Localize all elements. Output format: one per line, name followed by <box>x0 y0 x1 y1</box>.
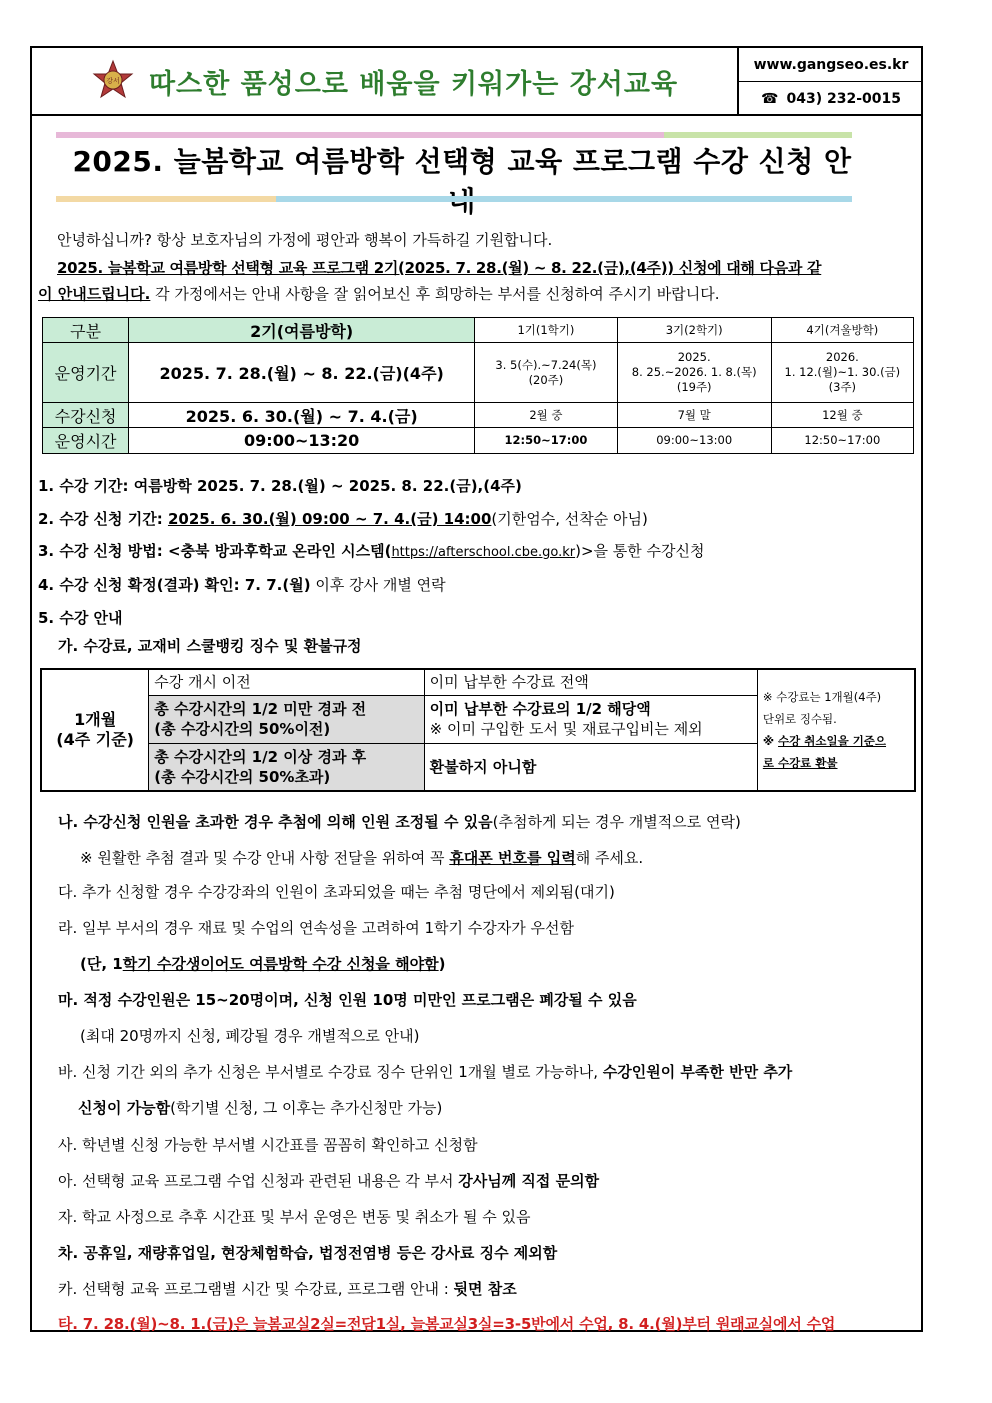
refund-table <box>40 668 916 792</box>
note-ja: 자. 학교 사정으로 추후 시간표 및 부서 운영은 변동 및 취소가 될 수 있음 <box>58 1208 531 1226</box>
col2-header: 이미 납부한 수강료 전액 <box>424 669 757 695</box>
intro-line-3 <box>38 284 720 304</box>
title-bar-top-pink <box>56 132 664 138</box>
schedule-row-registration <box>43 403 914 428</box>
item-5: 5. 수강 안내 <box>38 609 123 627</box>
contact-box <box>737 48 923 114</box>
title-bar-top-green <box>664 132 852 138</box>
phone-line <box>739 82 923 115</box>
term2-period: 2025. 7. 28.(월) ~ 8. 22.(금)(4주) <box>129 343 475 403</box>
term3-period: 2025. 8. 25.~2026. 1. 8.(목) (19주) <box>617 343 771 403</box>
term1-period: 3. 5(수).~7.24(목) (20주) <box>475 343 618 403</box>
note-aa: 아. 선택형 교육 프로그램 수업 신청과 관련된 내용은 각 부서 강사님께 직접 문의함 <box>58 1172 600 1190</box>
header-term3: 3기(2학기) <box>617 318 771 343</box>
note-ba: 바. 신청 기간 외의 추가 신청은 부서별로 수강료 징수 단위인 1개월 별로 가능하나, 수강인원이 부족한 반만 추가 <box>58 1063 793 1081</box>
website-text: www.gangseo.es.kr <box>739 48 923 82</box>
note-ma-sub: (최대 20명까지 신청, 폐강될 경우 개별적으로 안내) <box>80 1027 420 1045</box>
before-half-cell: 총 수강시간의 1/2 미만 경과 전 (총 수강시간의 50%이전) <box>149 695 424 743</box>
school-logo-icon <box>91 59 135 103</box>
document-frame <box>30 46 923 1332</box>
schedule-row-hours <box>43 428 914 454</box>
page-title: 2025. 늘봄학교 여름방학 선택형 교육 프로그램 수강 신청 안 <box>72 145 852 178</box>
note-na-sub: ※ 원활한 추첨 결과 및 수강 안내 사항 전달을 위하여 꼭 휴대폰 번호를 입력해 주세요. <box>80 849 644 867</box>
afterschool-link[interactable]: https://afterschool.cbe.go.kr <box>391 545 576 560</box>
term1-hours: 12:50~17:00 <box>475 428 618 454</box>
header-term1: 1기(1학기) <box>475 318 618 343</box>
no-refund-cell: 환불하지 아니함 <box>424 743 757 791</box>
logo-text: 강서 <box>106 77 120 85</box>
note-ba-2: 신청이 가능함(학기별 신청, 그 이후는 추가신청만 가능) <box>78 1099 443 1117</box>
registration-deadline: 2025. 6. 30.(월) 09:00 ~ 7. 4.(금) 14:00 <box>167 510 492 528</box>
slogan-area <box>32 48 737 114</box>
row-label: 수강신청 <box>43 403 129 428</box>
greeting: 안녕하십니까? 항상 보호자님의 가정에 평안과 행복이 가득하길 기원합니다. <box>57 231 553 249</box>
row-label: 운영기간 <box>43 343 129 403</box>
term1-registration: 2월 중 <box>475 403 618 428</box>
slogan-text: 따스한 품성으로 배움을 키워가는 강서교육 <box>148 68 679 100</box>
phone-number: 043) 232-0015 <box>786 90 901 107</box>
title-bar-bottom-blue <box>276 196 852 202</box>
term2-hours: 09:00~13:20 <box>129 428 475 454</box>
refund-note: ※ 수강료는 1개월(4주) 단위로 징수됨. ※ 수강 취소일을 기준으 로 수강료 환불 <box>757 669 915 791</box>
intro-line-3-bold: 이 안내드립니다. <box>38 285 151 303</box>
term2-registration: 2025. 6. 30.(월) ~ 7. 4.(금) <box>129 403 475 428</box>
schedule-table <box>42 317 914 454</box>
half-refund-cell: 이미 납부한 수강료의 1/2 해당액 ※ 이미 구입한 도서 및 재료구입비는 제외 <box>424 695 757 743</box>
col1-header: 수강 개시 이전 <box>149 669 424 695</box>
refund-header-row <box>41 669 915 695</box>
header-term2: 2기(여름방학) <box>129 318 475 343</box>
letterhead <box>32 48 921 116</box>
note-na: 나. 수강신청 인원을 초과한 경우 추첨에 의해 인원 조정될 수 있음(추첨하게 되는 경우 개별적으로 연락) <box>58 813 741 831</box>
row-label: 운영시간 <box>43 428 129 454</box>
item-1: 1. 수강 기간: 여름방학 2025. 7. 28.(월) ~ 2025. 8. 22.(금),(4주) <box>38 477 522 495</box>
title-bar-bottom-yellow <box>56 196 276 202</box>
term4-hours: 12:50~17:00 <box>771 428 913 454</box>
note-ka: 카. 선택형 교육 프로그램별 시간 및 수강료, 프로그램 안내 : 뒷면 참조 <box>58 1280 517 1298</box>
note-da: 다. 추가 신청할 경우 수강강좌의 인원이 초과되었을 때는 추첨 명단에서 제외됨(대기) <box>58 883 615 901</box>
term3-registration: 7월 말 <box>617 403 771 428</box>
after-half-cell: 총 수강시간의 1/2 이상 경과 후 (총 수강시간의 50%초과) <box>149 743 424 791</box>
header-term4: 4기(겨울방학) <box>771 318 913 343</box>
note-ra-sub: (단, 1학기 수강생이어도 여름방학 수강 신청을 해야함) <box>80 955 446 973</box>
phone-icon: ☎ <box>761 90 779 107</box>
intro-line-2: 2025. 늘봄학교 여름방학 선택형 교육 프로그램 2기(2025. 7. 28.(월) ~ 8. 22.(금),(4주)) 신청에 대해 다음과 같 <box>57 259 822 277</box>
item-3: 3. 수강 신청 방법: <충북 방과후학교 온라인 시스템(https://afterschool.cbe.go.kr)>을 통한 수강신청 <box>38 542 705 560</box>
term4-registration: 12월 중 <box>771 403 913 428</box>
note-cha: 차. 공휴일, 재량휴업일, 현장체험학습, 법정전염병 등은 강사료 징수 제외함 <box>58 1244 558 1262</box>
header-category: 구분 <box>43 318 129 343</box>
item-5-ga: 가. 수강료, 교재비 스쿨뱅킹 징수 및 환불규정 <box>58 637 362 655</box>
term3-hours: 09:00~13:00 <box>617 428 771 454</box>
period-cell: 1개월 (4주 기준) <box>41 669 149 791</box>
term4-period: 2026. 1. 12.(월)~1. 30.(금) (3주) <box>771 343 913 403</box>
note-ta: 타. 7. 28.(월)~8. 1.(금)은 늘봄교실2실=전담1실, 늘봄교실3실=3-5반에서 수업, 8. 4.(월)부터 원래교실에서 수업 <box>58 1315 836 1333</box>
schedule-header-row <box>43 318 914 343</box>
schedule-row-period <box>43 343 914 403</box>
intro-line-3-rest: 각 가정에서는 안내 사항을 잘 읽어보신 후 희망하는 부서를 신청하여 주시기 바랍니다. <box>150 285 720 303</box>
item-4: 4. 수강 신청 확정(결과) 확인: 7. 7.(월) 이후 강사 개별 연락 <box>38 576 446 594</box>
item-2: 2. 수강 신청 기간: 2025. 6. 30.(월) 09:00 ~ 7. 4.(금) 14:00(기한엄수, 선착순 아님) <box>38 510 648 528</box>
note-ma: 마. 적정 수강인원은 15~20명이며, 신청 인원 10명 미만인 프로그램은 폐강될 수 있음 <box>58 991 637 1009</box>
note-sa: 사. 학년별 신청 가능한 부서별 시간표를 꼼꼼히 확인하고 신청함 <box>58 1136 478 1154</box>
note-ra: 라. 일부 부서의 경우 재료 및 수업의 연속성을 고려하여 1학기 수강자가 우선함 <box>58 919 574 937</box>
